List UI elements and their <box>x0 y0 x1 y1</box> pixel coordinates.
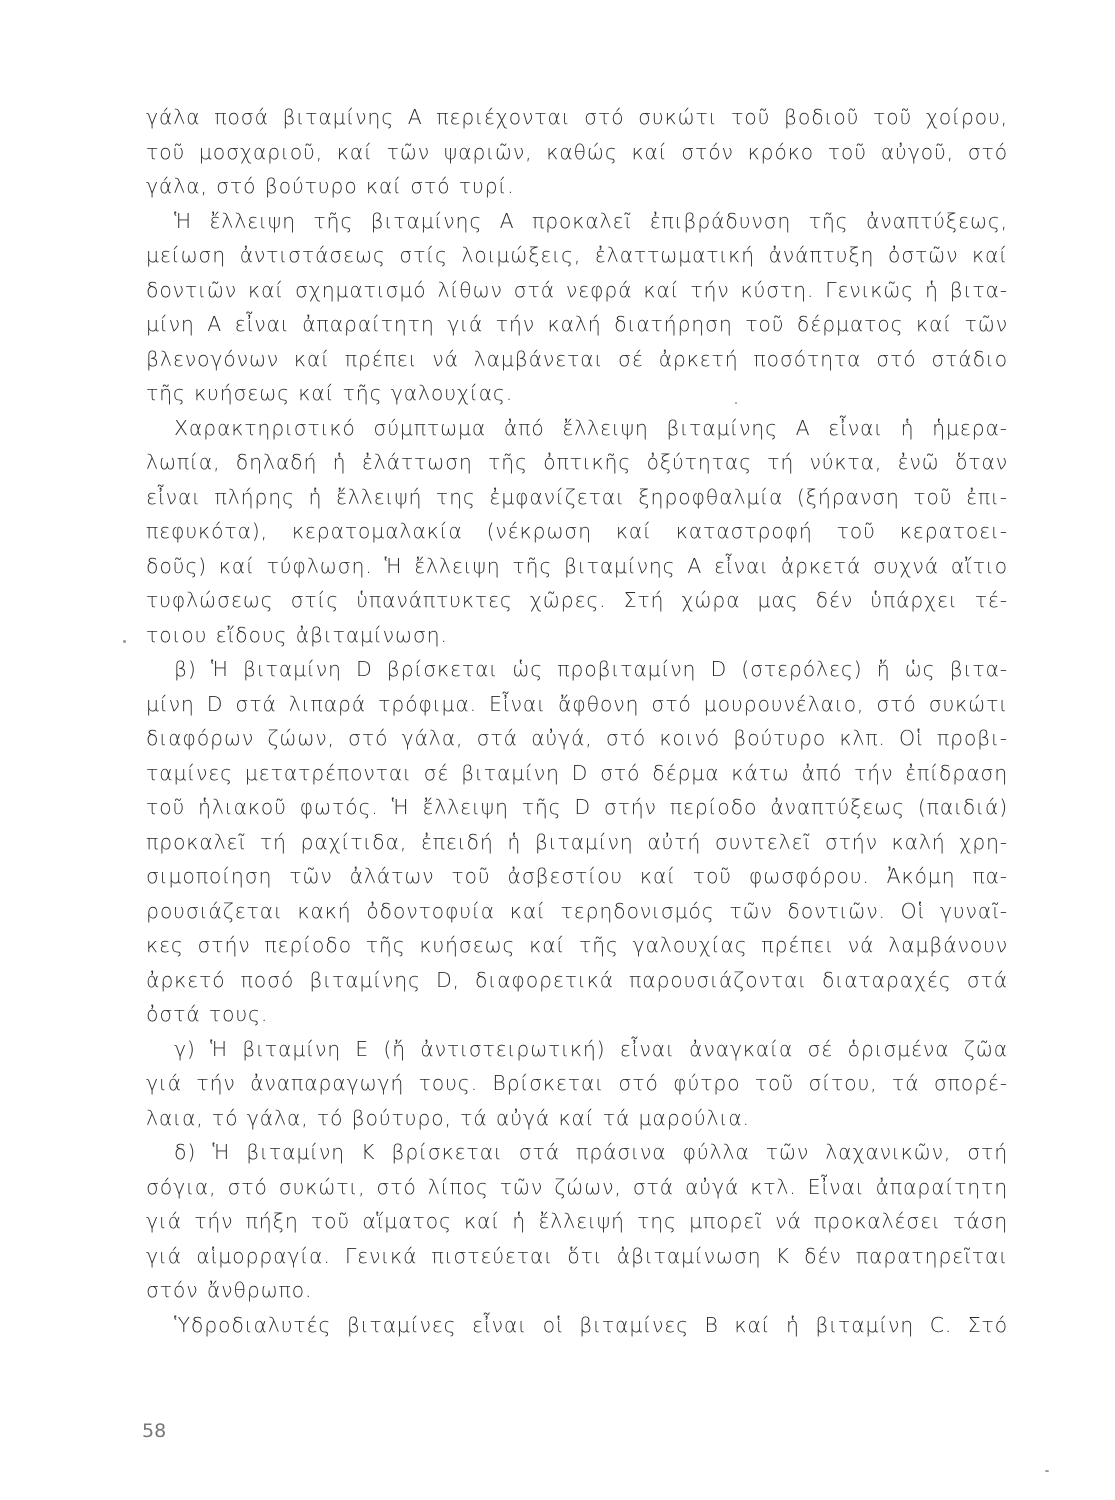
text-line: βλενογόνων καί πρέπει νά λαμβάνεται σέ ἀρκετή ποσότητα στό στάδιο <box>146 346 1008 371</box>
scan-speck <box>735 402 737 404</box>
text-line: γιά τήν ἀναπαραγωγή τους. Βρίσκεται στό φύτρο τοῦ σίτου, τά σπορέ- <box>146 1071 1008 1095</box>
text-line: γ) Ἡ βιταμίνη Ε (ἤ ἀντιστειρωτική) εἶναι ἀναγκαία σέ ὁρισμένα ζῶα <box>174 1036 1008 1061</box>
text-line: λωπία, δηλαδή ἡ ἐλάττωση τῆς ὀπτικῆς ὀξύτητας τή νύκτα, ἐνῶ ὅταν <box>146 450 1008 474</box>
text-line: μείωση ἀντιστάσεως στίς λοιμώξεις, ἐλαττωματική ἀνάπτυξη ὀστῶν καί <box>146 243 1008 267</box>
text-line: Ὑδροδιαλυτές βιταμίνες εἶναι οἱ βιταμίνες Β καί ἡ βιταμίνη C. Στό <box>174 1312 1008 1337</box>
text-line: τοῦ ἡλιακοῦ φωτός. Ἡ ἔλλειψη τῆς D στήν περίοδο ἀναπτύξεως (παιδιά) <box>146 795 1008 819</box>
page-body <box>146 100 1008 1342</box>
text-line: μίνη D στά λιπαρά τρόφιμα. Εἶναι ἄφθονη στό μουρουνέλαιο, στό συκώτι <box>146 691 1008 716</box>
text-line: σιμοποίηση τῶν ἀλάτων τοῦ ἀσβεστίου καί τοῦ φωσφόρου. Ἀκόμη πα- <box>146 864 1008 888</box>
text-line: στόν ἄνθρωπο. <box>146 1278 313 1302</box>
text-line: εἶναι πλήρης ἡ ἔλλειψή της ἐμφανίζεται ξηροφθαλμία (ξήρανση τοῦ ἐπι- <box>146 484 1008 509</box>
scan-speck <box>123 640 126 643</box>
text-line: κες στήν περίοδο τῆς κυήσεως καί τῆς γαλουχίας πρέπει νά λαμβάνουν <box>146 933 1008 957</box>
text-line: ἀρκετό ποσό βιταμίνης D, διαφορετικά παρουσιάζονται διαταραχές στά <box>146 967 1008 992</box>
text-line: μίνη Α εἶναι ἀπαραίτητη γιά τήν καλή διατήρηση τοῦ δέρματος καί τῶν <box>146 312 1008 336</box>
text-line: γάλα, στό βούτυρο καί στό τυρί. <box>146 174 515 198</box>
text-line: τῆς κυήσεως καί τῆς γαλουχίας. <box>146 381 514 405</box>
text-line: τοῦ μοσχαριοῦ, καί τῶν ψαριῶν, καθώς καί στόν κρόκο τοῦ αὐγοῦ, στό <box>146 139 1008 164</box>
text-line: δοῦς) καί τύφλωση. Ἡ ἔλλειψη τῆς βιταμίνης Α εἶναι ἀρκετά συχνά αἴτιο <box>146 553 1008 578</box>
text-line: δ) Ἡ βιταμίνη Κ βρίσκεται στά πράσινα φύλλα τῶν λαχανικῶν, στή <box>174 1140 1008 1164</box>
text-line: τοιου εἴδους ἀβιταμίνωση. <box>146 622 448 647</box>
text-line: λαια, τό γάλα, τό βούτυρο, τά αὐγά καί τά μαρούλια. <box>146 1105 750 1130</box>
text-line: Ἡ ἔλλειψη τῆς βιταμίνης Α προκαλεῖ ἐπιβράδυνση τῆς ἀναπτύξεως, <box>174 208 1008 233</box>
text-line: β) Ἡ βιταμίνη D βρίσκεται ὡς προβιταμίνη D (στερόλες) ἤ ὡς βιτα- <box>174 657 1008 681</box>
text-line: ταμίνες μετατρέπονται σέ βιταμίνη D στό δέρμα κάτω ἀπό τήν ἐπίδραση <box>146 760 1008 785</box>
text-line: σόγια, στό συκώτι, στό λίπος τῶν ζώων, στά αὐγά κτλ. Εἶναι ἀπαραίτητη <box>146 1174 1008 1199</box>
text-line: δοντιῶν καί σχηματισμό λίθων στά νεφρά καί τήν κύστη. Γενικῶς ἡ βιτα- <box>146 277 1008 302</box>
scan-speck <box>1045 1470 1049 1472</box>
page-number: 58 <box>142 1420 167 1442</box>
text-line: προκαλεῖ τή ραχίτιδα, ἐπειδή ἡ βιταμίνη αὐτή συντελεῖ στήν καλή χρη- <box>146 829 1008 854</box>
text-line: γάλα ποσά βιταμίνης Α περιέχονται στό συκώτι τοῦ βοδιοῦ τοῦ χοίρου, <box>146 105 1008 129</box>
text-line: γιά αἱμορραγία. Γενικά πιστεύεται ὅτι ἀβιταμίνωση Κ δέν παρατηρεῖται <box>146 1243 1008 1268</box>
text-line: Χαρακτηριστικό σύμπτωμα ἀπό ἔλλειψη βιταμίνης Α εἶναι ἡ ἡμερα- <box>174 415 1008 440</box>
text-line: τυφλώσεως στίς ὑπανάπτυκτες χῶρες. Στή χώρα μας δέν ὑπάρχει τέ- <box>146 588 1008 612</box>
text-line: πεφυκότα), κερατομαλακία (νέκρωση καί καταστροφή τοῦ κερατοει- <box>146 519 1008 543</box>
text-line: γιά τήν πήξη τοῦ αἵματος καί ἡ ἔλλειψή της μπορεῖ νά προκαλέσει τάση <box>146 1209 1008 1233</box>
text-line: ρουσιάζεται κακή ὀδοντοφυία καί τερηδονισμός τῶν δοντιῶν. Οἱ γυναῖ- <box>146 898 1008 923</box>
text-line: ὀστά τους. <box>146 1002 269 1026</box>
text-line: διαφόρων ζώων, στό γάλα, στά αὐγά, στό κοινό βούτυρο κλπ. Οἱ προβι- <box>146 726 1008 750</box>
